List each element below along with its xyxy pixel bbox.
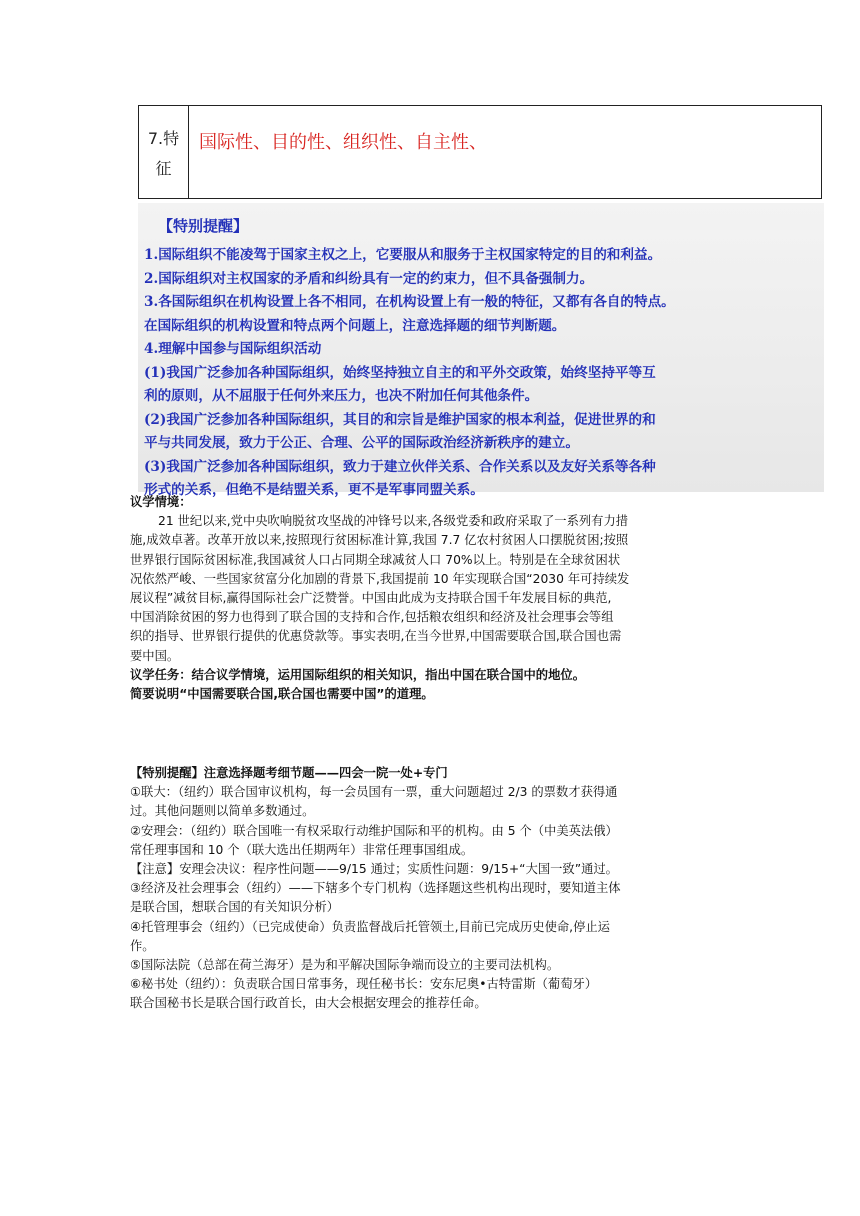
reminder-title: 【特别提醒】: [158, 217, 249, 235]
scenario-line: 21 世纪以来,党中央吹响脱贫攻坚战的冲锋号以来,各级党委和政府采取了一系列有力措: [158, 514, 629, 529]
scenario-line: 世界银行国际贫困标准,我国减贫人口占同期全球减贫人口 70%以上。特别是在全球贫困状: [130, 552, 621, 567]
feature-content: 国际性、目的性、组织性、自主性、: [199, 132, 487, 153]
reminder-line: 利的原则，从不屈服于任何外来压力，也决不附加任何其他条件。: [144, 388, 539, 404]
reminder-line: (1)我国广泛参加各种国际组织，始终坚持独立自主的和平外交政策，始终坚持平等互: [144, 364, 656, 381]
reminder2-line: 过。其他问题则以简单多数通过。: [130, 804, 315, 819]
reminder2-section: [130, 764, 734, 1014]
reminder-line: (3)我国广泛参加各种国际组织，致力于建立伙伴关系、合作关系以及友好关系等各种: [144, 458, 656, 475]
feature-label-cell: [139, 106, 189, 198]
reminder-line: 1.国际组织不能凌驾于国家主权之上，它要服从和服务于主权国家特定的目的和利益。: [144, 247, 662, 263]
scenario-line: 施,成效卓著。改革开放以来,按照现行贫困标准计算,我国 7.7 亿农村贫困人口摆脱贫困;按照: [130, 533, 629, 548]
reminder-line: 4.理解中国参与国际组织活动: [144, 341, 322, 357]
feature-label-line2: 征: [155, 159, 172, 178]
reminder2-line: 常任理事国和 10 个（联大选出任期两年）非常任理事国组成。: [130, 842, 474, 857]
scenario-line: 织的指导、世界银行提供的优惠贷款等。事实表明,在当今世界,中国需要联合国,联合国也需: [130, 629, 622, 644]
scenario-heading: 议学情境：: [130, 495, 192, 509]
task-line: 简要说明“中国需要联合国,联合国也需要中国”的道理。: [130, 687, 434, 702]
reminder2-line: ⑤国际法院（总部在荷兰海牙）是为和平解决国际争端而设立的主要司法机构。: [130, 958, 560, 973]
scenario-line: 况依然严峻、一些国家贫富分化加剧的背景下,我国提前 10 年实现联合国“2030 年可持续发: [130, 571, 630, 586]
reminder-line: 形式的关系，但绝不是结盟关系，更不是军事同盟关系。: [144, 482, 484, 498]
reminder2-line: ①联大：（纽约）联合国审议机构，每一会员国有一票，重大问题超过 2/3 的票数才获得通: [130, 785, 618, 800]
reminder-line: 2.国际组织对主权国家的矛盾和纠纷具有一定的约束力，但不具备强制力。: [144, 270, 594, 287]
scenario-section: [130, 493, 734, 704]
scenario-line: 要中国。: [130, 648, 180, 663]
reminder2-line: 联合国秘书长是联合国行政首长，由大会根据安理会的推荐任命。: [130, 996, 487, 1011]
special-reminder-box: [138, 203, 824, 498]
feature-table: [138, 105, 822, 199]
reminder2-line: 【注意】安理会决议：程序性问题——9/15 通过；实质性问题：9/15+“大国一致”通过。: [130, 862, 618, 877]
scenario-line: 中国消除贫困的努力也得到了联合国的支持和合作,包括粮农组织和经济及社会理事会等组: [130, 610, 614, 625]
reminder2-line: ③经济及社会理事会（纽约）——下辖多个专门机构（选择题这些机构出现时，要知道主体: [130, 881, 621, 896]
scenario-line: 展议程”减贫目标,赢得国际社会广泛赞誉。中国由此成为支持联合国千年发展目标的典范,: [130, 591, 612, 606]
feature-label-line1: 7.特: [147, 129, 180, 148]
reminder-line: 平与共同发展，致力于公正、合理、公平的国际政治经济新秩序的建立。: [144, 435, 579, 451]
reminder2-line: 是联合国，想联合国的有关知识分析）: [130, 900, 340, 915]
reminder2-line: ⑥秘书处（纽约）：负责联合国日常事务，现任秘书长：安东尼奥•古特雷斯（葡萄牙）: [130, 977, 598, 992]
reminder2-heading: 【特别提醒】注意选择题考细节题——四会一院一处+专门: [130, 766, 448, 780]
reminder2-line: ②安理会：（纽约）联合国唯一有权采取行动维护国际和平的机构。由 5 个（中美英法俄）: [130, 823, 618, 838]
task-line: 议学任务：结合议学情境，运用国际组织的相关知识，指出中国在联合国中的地位。: [130, 667, 585, 682]
reminder-line: (2)我国广泛参加各种国际组织，其目的和宗旨是维护国家的根本利益，促进世界的和: [144, 411, 656, 428]
reminder-line: 3.各国际组织在机构设置上各不相同，在机构设置上有一般的特征，又都有各自的特点。: [144, 294, 675, 310]
reminder2-line: ④托管理事会（纽约）（已完成使命）负责监督战后托管领土,目前已完成历史使命,停止运: [130, 919, 610, 934]
reminder-line: 在国际组织的机构设置和特点两个问题上，注意选择题的细节判断题。: [144, 317, 566, 334]
reminder2-line: 作。: [130, 938, 155, 953]
